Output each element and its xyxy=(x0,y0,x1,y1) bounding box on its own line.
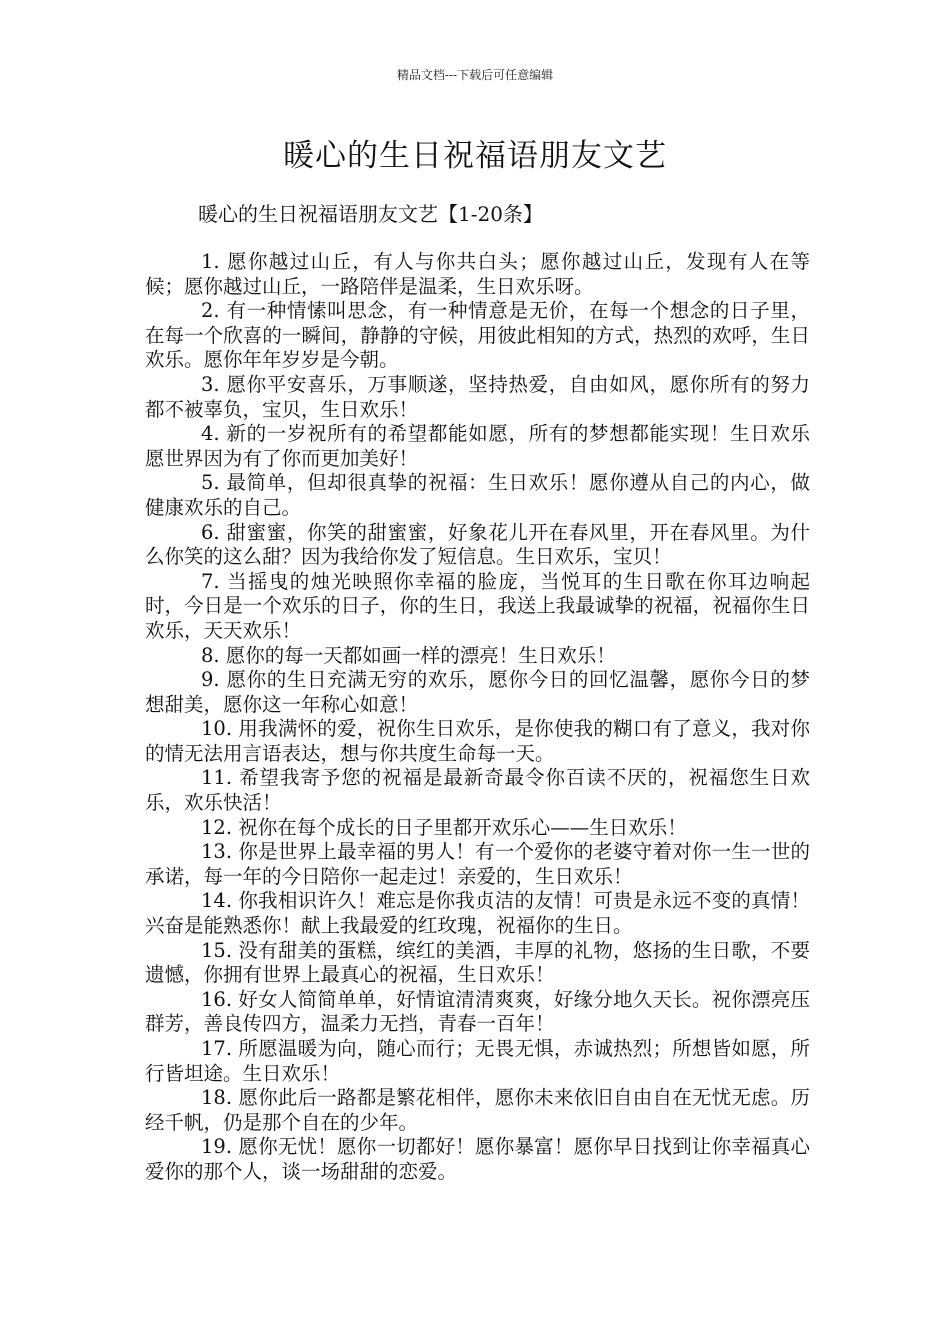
list-item: 18. 愿你此后一路都是繁花相伴，愿你未来依旧自由自在无忧无虑。历经千帆，仍是那个自在的少年。 xyxy=(145,1086,810,1134)
list-item: 16. 好女人简简单单，好情谊清清爽爽，好缘分地久天长。祝你漂亮压群芳，善良传四方，温柔力无挡，青春一百年！ xyxy=(145,987,810,1036)
list-item: 6. 甜蜜蜜，你笑的甜蜜蜜，好象花儿开在春风里，开在春风里。为什么你笑的这么甜？因为我给你发了短信息。生日欢乐，宝贝！ xyxy=(145,520,810,569)
list-item: 11. 希望我寄予您的祝福是最新奇最令你百读不厌的，祝福您生日欢乐，欢乐快活！ xyxy=(145,766,810,815)
list-item: 14. 你我相识许久！难忘是你我贞洁的友情！可贵是永远不变的真情！兴奋是能熟悉你！献上我最爱的红玫瑰，祝福你的生日。 xyxy=(145,889,810,938)
list-item: 7. 当摇曳的烛光映照你幸福的脸庞，当悦耳的生日歌在你耳边响起时，今日是一个欢乐的日子，你的生日，我送上我最诚挚的祝福，祝福你生日欢乐，天天欢乐！ xyxy=(145,569,810,642)
subtitle: 暖心的生日祝福语朋友文艺【1-20条】 xyxy=(198,202,543,226)
list-item: 15. 没有甜美的蛋糕，缤红的美酒，丰厚的礼物，悠扬的生日歌，不要遗憾，你拥有世界上最真心的祝福，生日欢乐！ xyxy=(145,938,810,987)
list-item: 10. 用我满怀的爱，祝你生日欢乐，是你使我的糊口有了意义，我对你的情无法用言语表达，想与你共度生命每一天。 xyxy=(145,717,810,765)
list-item: 3. 愿你平安喜乐，万事顺遂，坚持热爱，自由如风，愿你所有的努力都不被辜负，宝贝，生日欢乐！ xyxy=(145,372,810,421)
list-item: 5. 最简单，但却很真挚的祝福：生日欢乐！愿你遵从自己的内心，做健康欢乐的自己。 xyxy=(145,471,810,519)
list-item: 13. 你是世界上最幸福的男人！有一个爱你的老婆守着对你一生一世的承诺，每一年的今日陪你一起走过！亲爱的，生日欢乐！ xyxy=(145,840,810,888)
header-note: 精品文档---下载后可任意编辑 xyxy=(396,68,554,82)
list-item: 4. 新的一岁祝所有的希望都能如愿，所有的梦想都能实现！生日欢乐 愿世界因为有了你而更加美好！ xyxy=(145,422,810,470)
list-item: 17. 所愿温暖为向，随心而行；无畏无惧，赤诚热烈；所想皆如愿，所行皆坦途。生日欢乐！ xyxy=(145,1037,810,1085)
list-item: 19. 愿你无忧！愿你一切都好！愿你暴富！愿你早日找到让你幸福真心爱你的那个人，谈一场甜甜的恋爱。 xyxy=(145,1135,810,1183)
list-item: 2. 有一种情愫叫思念，有一种情意是无价，在每一个想念的日子里，在每一个欣喜的一瞬间，静静的守候，用彼此相知的方式，热烈的欢呼，生日欢乐。愿你年年岁岁是今朝。 xyxy=(145,299,810,372)
list-item: 9. 愿你的生日充满无穷的欢乐，愿你今日的回忆温馨，愿你今日的梦想甜美，愿你这一年称心如意！ xyxy=(145,668,810,716)
list-item: 12. 祝你在每个成长的日子里都开欢乐心——生日欢乐！ xyxy=(201,815,687,839)
wish-list xyxy=(145,250,810,1185)
page-title: 暖心的生日祝福语朋友文艺 xyxy=(283,138,667,174)
list-item: 1. 愿你越过山丘，有人与你共白头；愿你越过山丘，发现有人在等候；愿你越过山丘，一路陪伴是温柔，生日欢乐呀。 xyxy=(145,250,810,298)
list-item: 8. 愿你的每一天都如画一样的漂亮！生日欢乐！ xyxy=(201,643,616,667)
